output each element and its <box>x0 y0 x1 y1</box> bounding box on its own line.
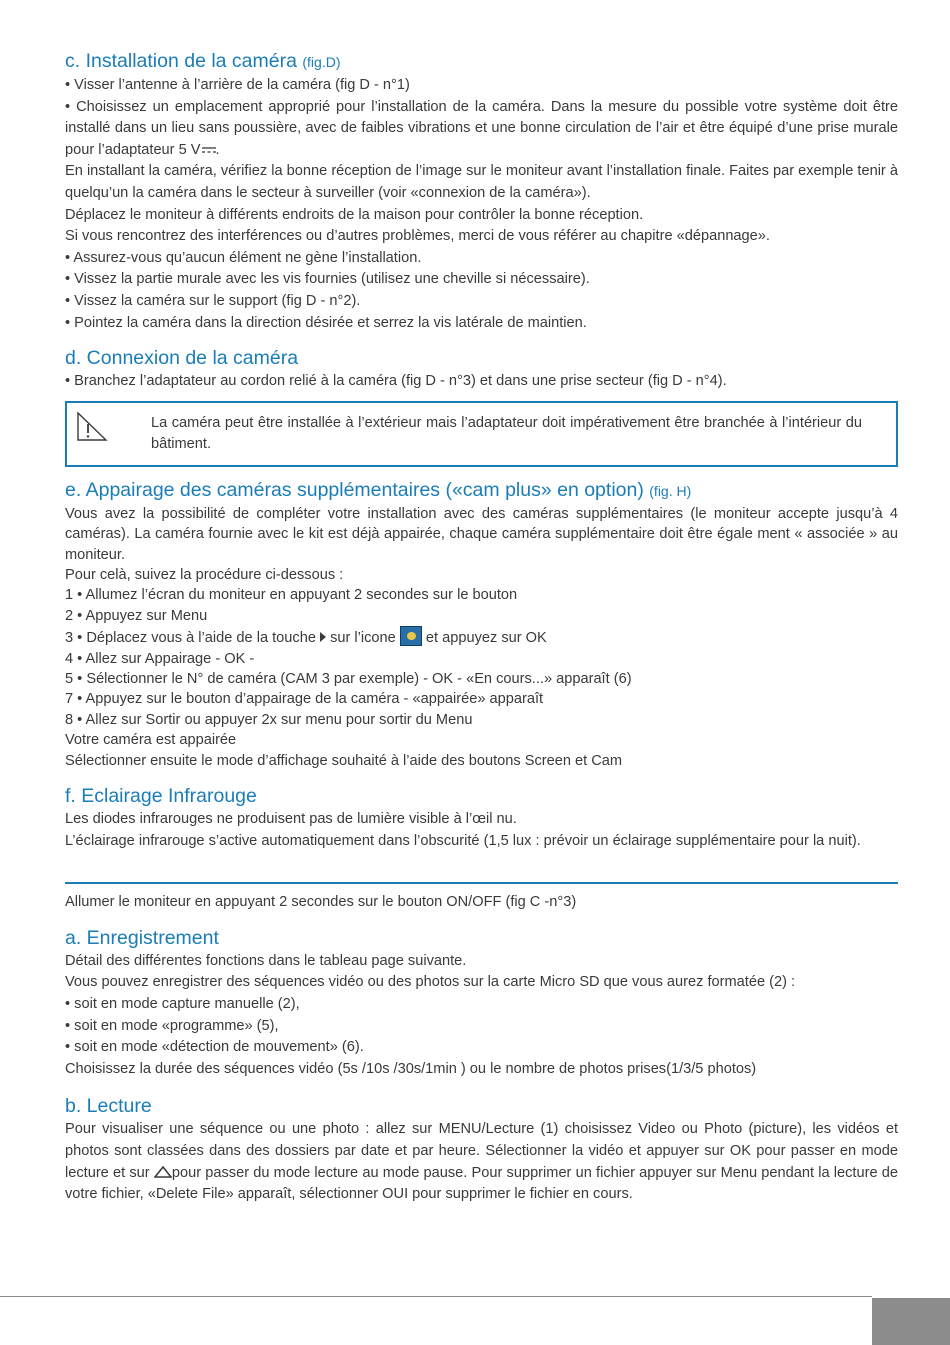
section-divider <box>65 882 898 884</box>
paragraph: Sélectionner ensuite le mode d’affichage souhaité à l’aide des boutons Screen et Cam <box>65 752 623 769</box>
paragraph: • soit en mode capture manuelle (2), <box>65 995 300 1012</box>
title-text: c. Installation de la caméra <box>65 50 297 72</box>
paragraph <box>65 1119 898 1205</box>
arrow-right-icon <box>320 632 326 642</box>
section-title-playback: b. Lecture <box>65 1095 152 1118</box>
section-installation <box>65 48 898 334</box>
step-8: 8 • Allez sur Sortir ou appuyer 2x sur menu pour sortir du Menu <box>65 711 473 728</box>
section-title-infrared: f. Eclairage Infrarouge <box>65 785 257 807</box>
triangle-up-icon <box>154 1166 172 1178</box>
paragraph: Pour celà, suivez la procédure ci-dessous : <box>65 566 344 583</box>
fig-ref: (fig.D) <box>302 54 341 70</box>
step-7: 7 • Appuyez sur le bouton d’appairage de la caméra - «appairée» apparaît <box>65 691 544 708</box>
paragraph: • Branchez l’adaptateur au cordon relié à la caméra (fig D - n°3) et dans une prise secteur (fig D - n°4). <box>65 373 727 390</box>
paragraph: Les diodes infrarouges ne produisent pas de lumière visible à l’œil nu. <box>65 811 517 827</box>
power-on-instruction: Allumer le moniteur en appuyant 2 secondes sur le bouton ON/OFF (fig C -n°3) <box>65 894 577 911</box>
paragraph: Vous avez la possibilité de compléter votre installation avec des caméras supplémentaires (le moniteur accepte jusqu’à 4 caméras). La caméra fournie avec le kit est déjà appairée, chaque caméra supplémentaire doit être égale ment « associée » au moniteur. <box>65 505 898 563</box>
paragraph: Déplacez le moniteur à différents endroits de la maison pour contrôler la bonne réception. <box>65 206 644 223</box>
paragraph-text: • Choisissez un emplacement approprié pour l’installation de la caméra. Dans la mesure du possible votre système doit être installé dans un lieu sans poussière, avec de faibles vibrations et une bonne circulation de l’air et être équipé d’une prise murale pour l’adaptateur 5 V <box>65 98 898 158</box>
paragraph: • Vissez la partie murale avec les vis fournies (utilisez une cheville si nécessaire). <box>65 271 590 288</box>
section-title-recording: a. Enregistrement <box>65 926 219 949</box>
step-text: 3 • Déplacez vous à l’aide de la touche <box>65 630 316 647</box>
paragraph-text: Pour visualiser une séquence ou une photo : allez sur MENU/Lecture (1) choisissez Video ou Photo (picture), les vidéos et photos sont classées dans des dossiers par date et par heure. Sélectionner la vidéo et appuyer sur OK pour passer en mode lecture et sur <box>65 1121 898 1181</box>
paragraph: Vous pouvez enregistrer des séquences vidéo ou des photos sur la carte Micro SD que vous aurez formatée (2) : <box>65 974 796 991</box>
fig-ref: (fig. H) <box>649 482 692 499</box>
paragraph-text: pour passer du mode lecture au mode pause. Pour supprimer un fichier appuyer sur Menu pendant la lecture de votre fichier, «Delete File» apparaît, sélectionner OUI pour supprimer le fichier en cours. <box>65 1164 898 1203</box>
step-1: 1 • Allumez l’écran du moniteur en appuyant 2 secondes sur le bouton <box>65 587 518 604</box>
page-number-box <box>872 1298 950 1345</box>
paragraph: • Pointez la caméra dans la direction désirée et serrez la vis latérale de maintien. <box>65 314 587 331</box>
section-playback <box>65 1093 898 1205</box>
step-4: 4 • Allez sur Appairage - OK - <box>65 650 255 667</box>
paragraph: • Assurez-vous qu’aucun élément ne gène l’installation. <box>65 249 422 266</box>
section-appairage <box>65 477 898 771</box>
paragraph: L’éclairage infrarouge s’active automatiquement dans l’obscurité (1,5 lux : prévoir un éclairage supplémentaire pour la nuit). <box>65 832 861 849</box>
paragraph: • soit en mode «programme» (5), <box>65 1017 279 1034</box>
step-3 <box>65 626 898 648</box>
step-2: 2 • Appuyez sur Menu <box>65 607 208 624</box>
paragraph: En installant la caméra, vérifiez la bonne réception de l’image sur le moniteur avant l’installation finale. Faites par exemple tenir à quelqu’un la caméra dans le secteur à surveiller (voir «connexion de la caméra»). <box>65 163 898 201</box>
section-title-appairage <box>65 477 898 504</box>
paragraph: Votre caméra est appairée <box>65 732 237 749</box>
paragraph: Si vous rencontrez des interférences ou d’autres problèmes, merci de vous référer au chapitre «dépannage». <box>65 228 770 245</box>
step-5: 5 • Sélectionner le N° de caméra (CAM 3 par exemple) - OK - «En cours...» apparaît (6) <box>65 670 632 687</box>
warning-note <box>65 401 898 467</box>
section-connexion <box>65 345 898 467</box>
section-title-connexion: d. Connexion de la caméra <box>65 347 299 370</box>
title-text: e. Appairage des caméras supplémentaires («cam plus» en option) <box>65 478 644 501</box>
dc-symbol-icon <box>202 146 216 154</box>
step-text: sur l’icone <box>330 630 396 647</box>
paragraph: • Vissez la caméra sur le support (fig D - n°2). <box>65 292 361 309</box>
section-infrared <box>65 783 898 852</box>
paragraph: Détail des différentes fonctions dans le tableau page suivante. <box>65 952 467 969</box>
warning-note-text: La caméra peut être installée à l’extérieur mais l’adaptateur doit impérativement être branchée à l’intérieur du bâtiment. <box>151 414 862 453</box>
camera-settings-icon <box>400 626 422 646</box>
document-page <box>65 48 898 1206</box>
step-text: et appuyez sur OK <box>425 630 547 647</box>
paragraph: • soit en mode «détection de mouvement» (6). <box>65 1039 364 1056</box>
section-recording <box>65 925 898 1081</box>
paragraph: Choisissez la durée des séquences vidéo (5s /10s /30s/1min ) ou le nombre de photos prises(1/3/5 photos) <box>65 1060 757 1077</box>
paragraph: • Visser l’antenne à l’arrière de la caméra (fig D - n°1) <box>65 77 410 93</box>
footer-rule <box>0 1296 872 1297</box>
section-title-installation <box>65 48 898 75</box>
paragraph-with-dc-symbol: • Choisissez un emplacement approprié pour l’installation de la caméra. Dans la mesure du possible votre système doit être installé dans un lieu sans poussière, avec de faibles vibrations et une bonne circulation de l’air et être équipé d’une prise murale pour l’adaptateur 5 V . <box>65 98 898 158</box>
warning-triangle-icon <box>75 411 109 443</box>
